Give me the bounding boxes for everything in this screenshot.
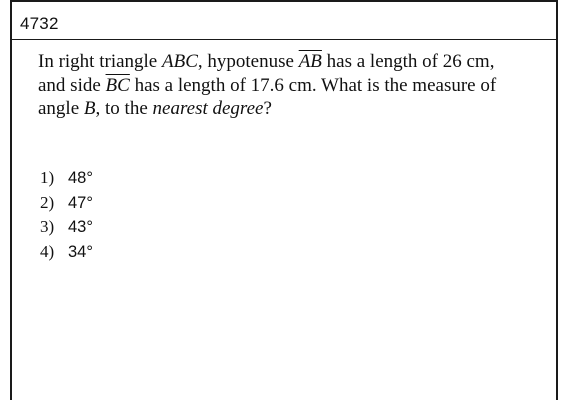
choice-value: 48° (68, 169, 93, 187)
segment-ab: $\overline{AB}$ (298, 51, 322, 72)
question-text-part: ? (263, 98, 272, 119)
triangle-name: ABC (162, 51, 198, 72)
choice-number: 2) (40, 192, 55, 212)
question-header (12, 2, 556, 40)
question-text-part: has a length of 17.6 cm. What is the measure of angle (38, 74, 497, 119)
question-text (38, 50, 508, 121)
choice-value: 47° (68, 193, 93, 212)
answer-choice-1[interactable] (40, 166, 93, 191)
choice-value: 34° (68, 242, 93, 261)
answer-choice-3[interactable] (40, 215, 93, 240)
nearest-degree-text: nearest degree (152, 98, 264, 119)
question-text-part: In right triangle (38, 51, 162, 72)
answer-choice-4[interactable] (40, 240, 93, 265)
answer-choice-2[interactable] (40, 191, 93, 216)
question-number: 4732 (20, 14, 59, 33)
question-text-part: has a length of 26 cm, and side (38, 51, 495, 96)
angle-name: B (83, 98, 96, 119)
segment-bc: $\overline{BC}$ (105, 74, 130, 96)
choice-number: 4) (40, 241, 55, 261)
answer-choices (40, 166, 93, 264)
question-text-part: , hypotenuse (197, 51, 299, 72)
question-card (10, 0, 558, 400)
question-text-part: , to the (95, 98, 153, 119)
choice-value: 43° (68, 218, 93, 236)
choice-number: 1) (40, 168, 55, 187)
choice-number: 3) (40, 217, 55, 236)
